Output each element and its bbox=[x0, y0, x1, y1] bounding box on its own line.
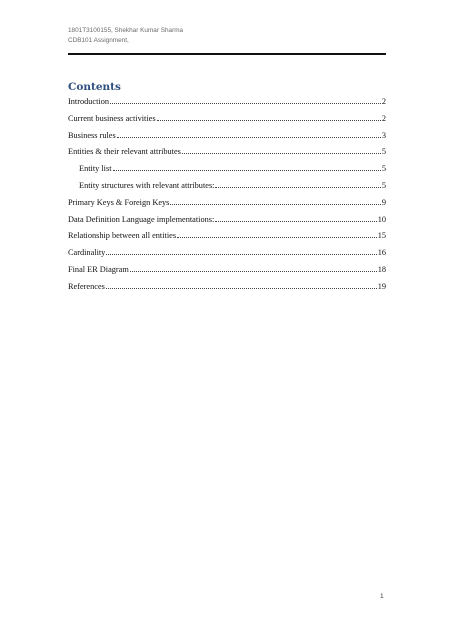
toc-entry-current-business-activities[interactable] bbox=[68, 114, 386, 131]
toc-entry-references[interactable] bbox=[68, 282, 386, 299]
toc-entry-final-er-diagram[interactable] bbox=[68, 265, 386, 282]
toc-entry-page: 10 bbox=[377, 214, 386, 224]
toc-entry-label: Cardinality bbox=[68, 248, 106, 258]
toc-leader-dots bbox=[106, 254, 376, 255]
toc-entry-label: Current business activities bbox=[68, 113, 156, 123]
toc-leader-dots bbox=[215, 187, 380, 188]
toc-entry-label: Entity list bbox=[79, 164, 112, 174]
toc-entry-label: Business rules bbox=[68, 130, 116, 140]
toc-leader-dots bbox=[113, 170, 381, 171]
toc-entry-introduction[interactable] bbox=[68, 97, 386, 114]
contents-title: Contents bbox=[68, 81, 121, 93]
table-of-contents bbox=[68, 97, 386, 299]
toc-entry-label: Introduction bbox=[68, 97, 110, 106]
toc-entry-label: Entities & their relevant attributes bbox=[68, 147, 181, 157]
toc-entry-page: 3 bbox=[381, 130, 386, 140]
toc-entry-entity-list[interactable] bbox=[68, 164, 386, 181]
page-number: 1 bbox=[380, 593, 384, 600]
header-author-line: 1801T3100155, Shekhar Kumar Sharma bbox=[68, 27, 184, 34]
toc-leader-dots bbox=[110, 103, 381, 104]
toc-entry-page: 16 bbox=[377, 248, 386, 258]
toc-entry-page: 15 bbox=[377, 231, 386, 241]
toc-entry-label: Final ER Diagram bbox=[68, 264, 129, 274]
toc-leader-dots bbox=[106, 288, 377, 289]
toc-entry-page: 2 bbox=[381, 113, 386, 123]
toc-entry-page: 19 bbox=[377, 281, 386, 291]
toc-entry-label: Data Definition Language implementations: bbox=[68, 214, 215, 224]
toc-entry-primary-foreign-keys[interactable] bbox=[68, 198, 386, 215]
toc-entry-page: 2 bbox=[381, 97, 386, 106]
toc-entry-entity-structures[interactable] bbox=[68, 181, 386, 198]
toc-entry-entities-attributes[interactable] bbox=[68, 147, 386, 164]
toc-leader-dots bbox=[215, 221, 376, 222]
toc-entry-business-rules[interactable] bbox=[68, 131, 386, 148]
toc-entry-cardinality[interactable] bbox=[68, 248, 386, 265]
toc-entry-label: Relationship between all entities bbox=[68, 231, 177, 241]
toc-leader-dots bbox=[170, 204, 380, 205]
toc-leader-dots bbox=[117, 137, 381, 138]
toc-entry-relationships[interactable] bbox=[68, 231, 386, 248]
toc-entry-page: 5 bbox=[381, 147, 386, 157]
toc-leader-dots bbox=[177, 237, 377, 238]
toc-leader-dots bbox=[130, 271, 377, 272]
toc-leader-dots bbox=[157, 120, 381, 121]
toc-entry-label: Primary Keys & Foreign Keys bbox=[68, 197, 170, 207]
toc-entry-page: 18 bbox=[377, 264, 386, 274]
header-divider bbox=[68, 53, 386, 55]
toc-entry-label: References bbox=[68, 281, 105, 291]
toc-leader-dots bbox=[182, 153, 381, 154]
header-course-line: CDB101 Assignment, bbox=[68, 36, 129, 44]
toc-entry-page: 5 bbox=[381, 164, 386, 174]
toc-entry-page: 9 bbox=[381, 197, 386, 207]
toc-entry-ddl-implementations[interactable] bbox=[68, 215, 386, 232]
toc-entry-label: Entity structures with relevant attributes: bbox=[79, 180, 215, 190]
page-header bbox=[68, 26, 183, 45]
toc-entry-page: 5 bbox=[381, 180, 386, 190]
